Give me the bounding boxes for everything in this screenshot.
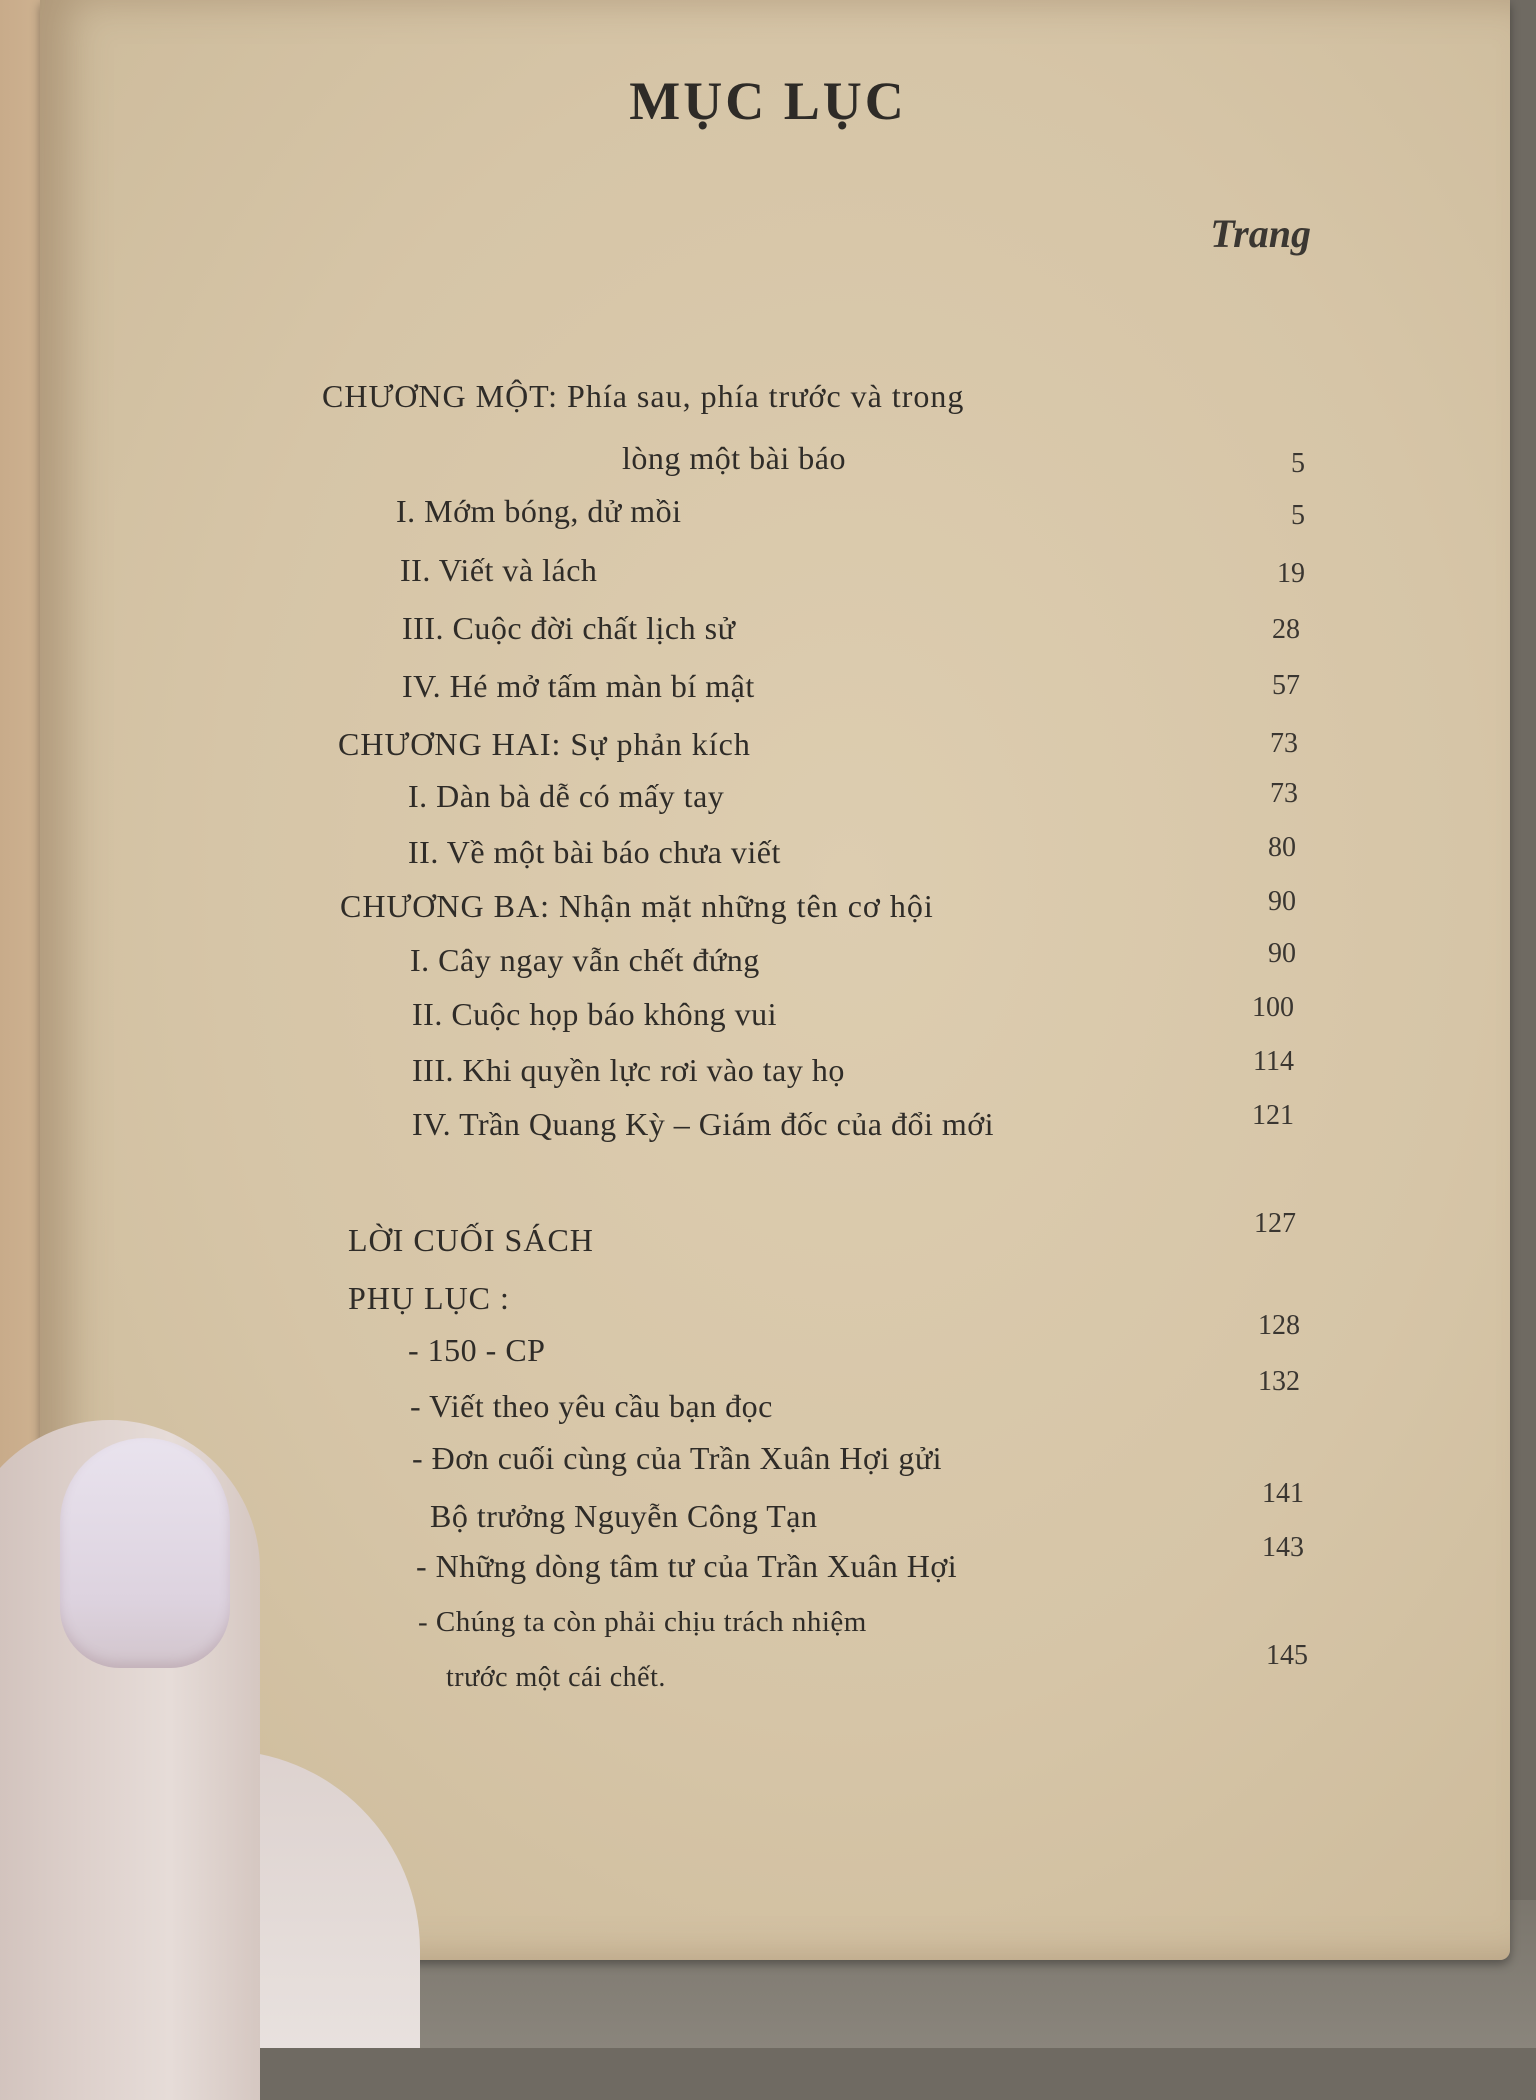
toc-entry-chapter-1: CHƯƠNG MỘT: Phía sau, phía trước và trong (322, 378, 965, 414)
toc-page-number: 100 (1252, 992, 1294, 1023)
toc-page-number: 145 (1266, 1640, 1308, 1671)
toc-page-number: 114 (1253, 1046, 1294, 1077)
toc-page-number: 5 (1291, 500, 1305, 531)
toc-page-number: 121 (1252, 1100, 1294, 1131)
toc-entry: IV. Trần Quang Kỳ – Giám đốc của đổi mới (412, 1106, 995, 1142)
toc-page-number: 5 (1291, 448, 1305, 479)
toc-entry: I. Cây ngay vẫn chết đứng (410, 942, 760, 978)
toc-entry: II. Cuộc họp báo không vui (412, 996, 777, 1032)
page-column-label: Trang (1210, 211, 1311, 256)
toc-entry-appendix: PHỤ LỤC : (348, 1280, 510, 1316)
toc-page-number: 143 (1262, 1532, 1304, 1563)
toc-entry-afterword: LỜI CUỐI SÁCH (348, 1222, 594, 1258)
toc-page-number: 141 (1262, 1478, 1304, 1509)
toc-page-number: 73 (1270, 778, 1298, 809)
toc-page-number: 127 (1254, 1208, 1296, 1239)
toc-entry: I. Mớm bóng, dử mồi (396, 493, 682, 529)
toc-entry: II. Về một bài báo chưa viết (408, 834, 781, 870)
toc-page-number: 80 (1268, 832, 1296, 863)
toc-page-number: 28 (1272, 614, 1300, 645)
toc-entry: - 150 - CP (408, 1332, 546, 1368)
toc-page-number: 128 (1258, 1310, 1300, 1341)
toc-page-number: 73 (1270, 728, 1298, 759)
thumbnail-nail (60, 1438, 230, 1668)
toc-entry: IV. Hé mở tấm màn bí mật (402, 668, 755, 704)
toc-entry: - Đơn cuối cùng của Trần Xuân Hợi gửi (412, 1440, 943, 1476)
toc-entry: - Viết theo yêu cầu bạn đọc (410, 1388, 773, 1424)
toc-entry: III. Cuộc đời chất lịch sử (402, 610, 736, 646)
toc-entry: lòng một bài báo (622, 440, 846, 476)
toc-entry: III. Khi quyền lực rơi vào tay họ (412, 1052, 845, 1088)
toc-entry: II. Viết và lách (400, 552, 598, 588)
toc-entry: Bộ trưởng Nguyễn Công Tạn (430, 1498, 818, 1534)
toc-page-number: 57 (1272, 670, 1300, 701)
toc-page-number: 90 (1268, 938, 1296, 969)
toc-entry: I. Dàn bà dễ có mấy tay (408, 778, 725, 814)
page-title: MỤC LỤC (629, 71, 907, 131)
toc-page-number: 19 (1277, 558, 1305, 589)
toc-entry: - Chúng ta còn phải chịu trách nhiệm (418, 1606, 867, 1638)
toc-page-number: 132 (1258, 1366, 1300, 1397)
toc-entry-chapter-2: CHƯƠNG HAI: Sự phản kích (338, 726, 751, 762)
toc-entry: trước một cái chết. (446, 1662, 666, 1693)
toc-entry-chapter-3: CHƯƠNG BA: Nhận mặt những tên cơ hội (340, 888, 934, 924)
toc-entry: - Những dòng tâm tư của Trần Xuân Hợi (416, 1548, 958, 1584)
toc-page-number: 90 (1268, 886, 1296, 917)
